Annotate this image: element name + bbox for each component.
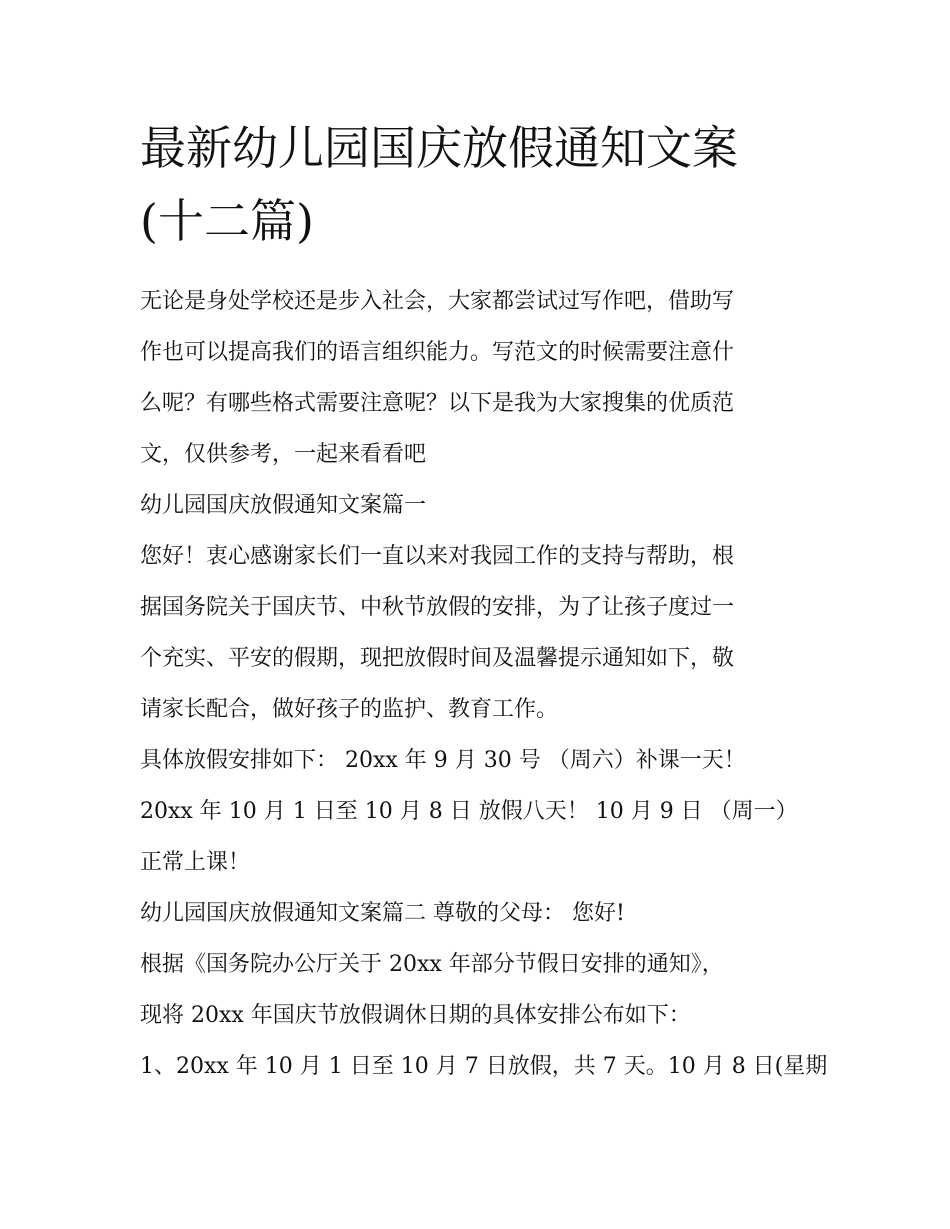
body-line: 根据《国务院办公厅关于 20xx 年部分节假日安排的通知》， [140,952,724,977]
body-line: 1、20xx 年 10 月 1 日至 10 月 7 日放假，共 7 天。10 月 8 日(星期 [140,1054,828,1079]
intro-line: 么呢？有哪些格式需要注意呢？以下是我为大家搜集的优质范 [140,391,735,416]
body-line: 据国务院关于国庆节、中秋节放假的安排，为了让孩子度过一 [140,595,735,620]
body-line: 个充实、平安的假期，现把放假时间及温馨提示通知如下，敬 [140,646,735,671]
schedule-line: 具体放假安排如下： 20xx 年 9 月 30 号 （周六）补课一天！ [140,748,746,773]
section-heading-1: 幼儿园国庆放假通知文案篇一 [140,493,427,518]
title-line-2: (十二篇) [140,194,314,248]
schedule-line: 正常上课！ [140,850,251,875]
body-line: 请家长配合，做好孩子的监护、教育工作。 [140,697,559,722]
intro-line: 文，仅供参考，一起来看看吧 [140,442,427,467]
body-line: 您好！衷心感谢家长们一直以来对我园工作的支持与帮助，根 [140,544,735,569]
document-body [140,276,828,1092]
schedule-line: 20xx 年 10 月 1 日至 10 月 8 日 放假八天！ 10 月 9 日 （周一） [140,799,798,824]
title-line-1: 最新幼儿园国庆放假通知文案 [140,121,738,175]
body-line: 现将 20xx 年国庆节放假调休日期的具体安排公布如下： [140,1003,691,1028]
section-heading-2: 幼儿园国庆放假通知文案篇二 尊敬的父母： 您好! [140,901,625,926]
intro-line: 作也可以提高我们的语言组织能力。写范文的时候需要注意什 [140,340,735,365]
intro-line: 无论是身处学校还是步入社会，大家都尝试过写作吧，借助写 [140,289,735,314]
document-title [140,112,820,258]
